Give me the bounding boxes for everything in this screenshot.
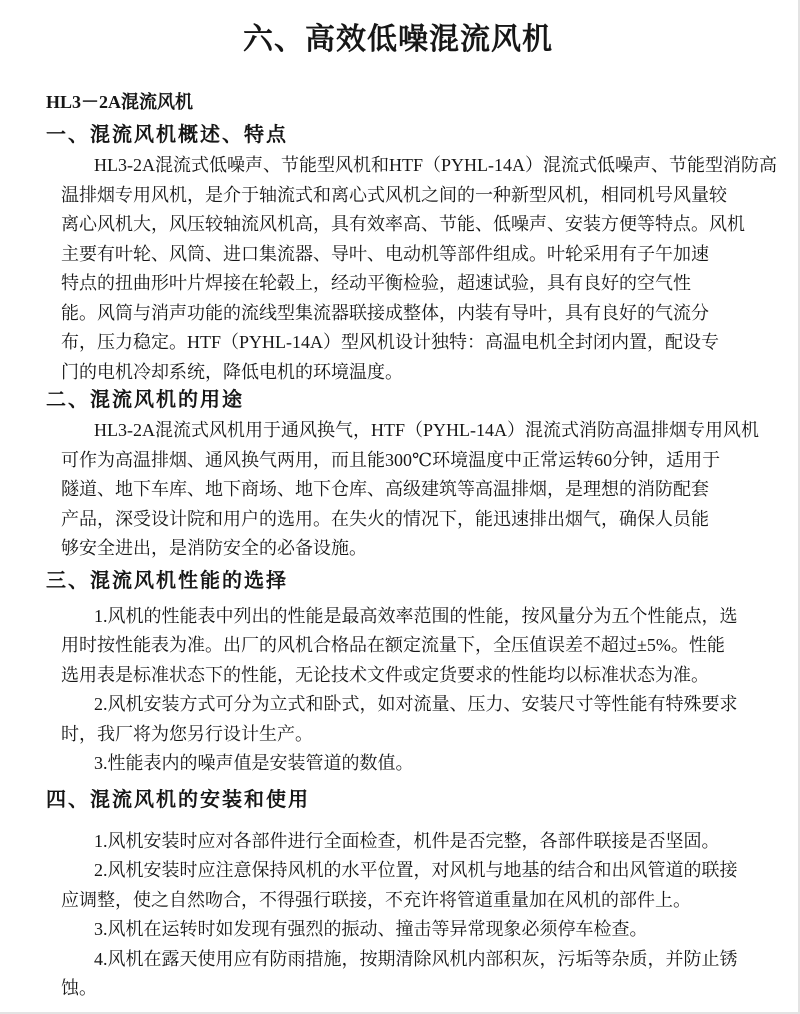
text-line: 用时按性能表为准。出厂的风机合格品在额定流量下，全压值误差不超过±5%。性能 <box>61 635 725 655</box>
text-line: 3.性能表内的噪声值是安装管道的数值。 <box>94 753 414 773</box>
text-line: 可作为高温排烟、通风换气两用，而且能300℃环境温度中正常运转60分钟，适用于 <box>61 449 721 470</box>
text-line: 1.风机的性能表中列出的性能是最高效率范围的性能，按风量分为五个性能点，选 <box>94 605 738 626</box>
text-line: 够安全进出，是消防安全的必备设施。 <box>61 538 367 558</box>
paragraph <box>61 151 777 387</box>
text-line: 3.风机在运转时如发现有强烈的振动、撞击等异常现象必须停车检查。 <box>94 919 648 939</box>
text-line: 蚀。 <box>61 978 97 998</box>
section-heading: 二、混流风机的用途 <box>46 389 244 411</box>
section-performance-selection <box>46 568 750 779</box>
text-line: 布，压力稳定。HTF（PYHL-14A）型风机设计独特：高温电机全封闭内置，配设专 <box>61 332 719 352</box>
text-line: 1.风机安装时应对各部件进行全面检查，机件是否完整，各部件联接是否坚固。 <box>94 830 720 851</box>
paragraph <box>61 416 759 564</box>
text-line: 产品，深受设计院和用户的选用。在失火的情况下，能迅速排出烟气，确保人员能 <box>61 508 709 529</box>
section-heading: 一、混流风机概述、特点 <box>46 124 288 146</box>
text-line: 4.风机在露天使用应有防雨措施，按期清除风机内部积灰，污垢等杂质，并防止锈 <box>94 948 738 969</box>
section-overview <box>46 122 777 387</box>
paragraph <box>61 827 750 1004</box>
text-line: 特点的扭曲形叶片焊接在轮毂上，经动平衡检验，超速试验，具有良好的空气性 <box>61 273 691 293</box>
section-installation <box>46 787 750 1004</box>
text-line: 隧道、地下车库、地下商场、地下仓库、高级建筑等高温排烟，是理想的消防配套 <box>61 479 709 499</box>
text-line: 温排烟专用风机，是介于轴流式和离心式风机之间的一种新型风机，相同机号风量较 <box>61 184 727 205</box>
text-line: 选用表是标准状态下的性能，无论技术文件或定货要求的性能均以标准状态为准。 <box>61 664 709 685</box>
text-line: 能。风筒与消声功能的流线型集流器联接成整体，内装有导叶，具有良好的气流分 <box>61 302 709 323</box>
text-line: 时，我厂将为您另行设计生产。 <box>61 723 313 744</box>
section-usage <box>46 387 759 564</box>
document-title: 六、高效低噪混流风机 <box>243 23 553 56</box>
text-line: 2.风机安装时应注意保持风机的水平位置，对风机与地基的结合和出风管道的联接 <box>94 860 738 880</box>
model-subtitle: HL3－2A混流风机 <box>46 92 194 112</box>
text-line: 离心风机大，风压较轴流风机高，具有效率高、节能、低噪声、安装方便等特点。风机 <box>61 214 745 234</box>
text-line: 主要有叶轮、风筒、进口集流器、导叶、电动机等部件组成。叶轮采用有子午加速 <box>61 243 709 264</box>
paragraph <box>61 602 750 779</box>
text-line: HL3-2A混流式低噪声、节能型风机和HTF（PYHL-14A）混流式低噪声、节能型消防高 <box>94 155 777 175</box>
section-heading: 四、混流风机的安装和使用 <box>46 788 310 811</box>
section-heading: 三、混流风机性能的选择 <box>46 569 288 592</box>
text-line: 门的电机冷却系统，降低电机的环境温度。 <box>61 361 403 382</box>
text-line: 应调整，使之自然吻合，不得强行联接，不充许将管道重量加在风机的部件上。 <box>61 889 691 910</box>
text-line: HL3-2A混流式风机用于通风换气，HTF（PYHL-14A）混流式消防高温排烟专用风机 <box>94 420 759 440</box>
text-line: 2.风机安装方式可分为立式和卧式，如对流量、压力、安装尺寸等性能有特殊要求 <box>94 694 738 714</box>
